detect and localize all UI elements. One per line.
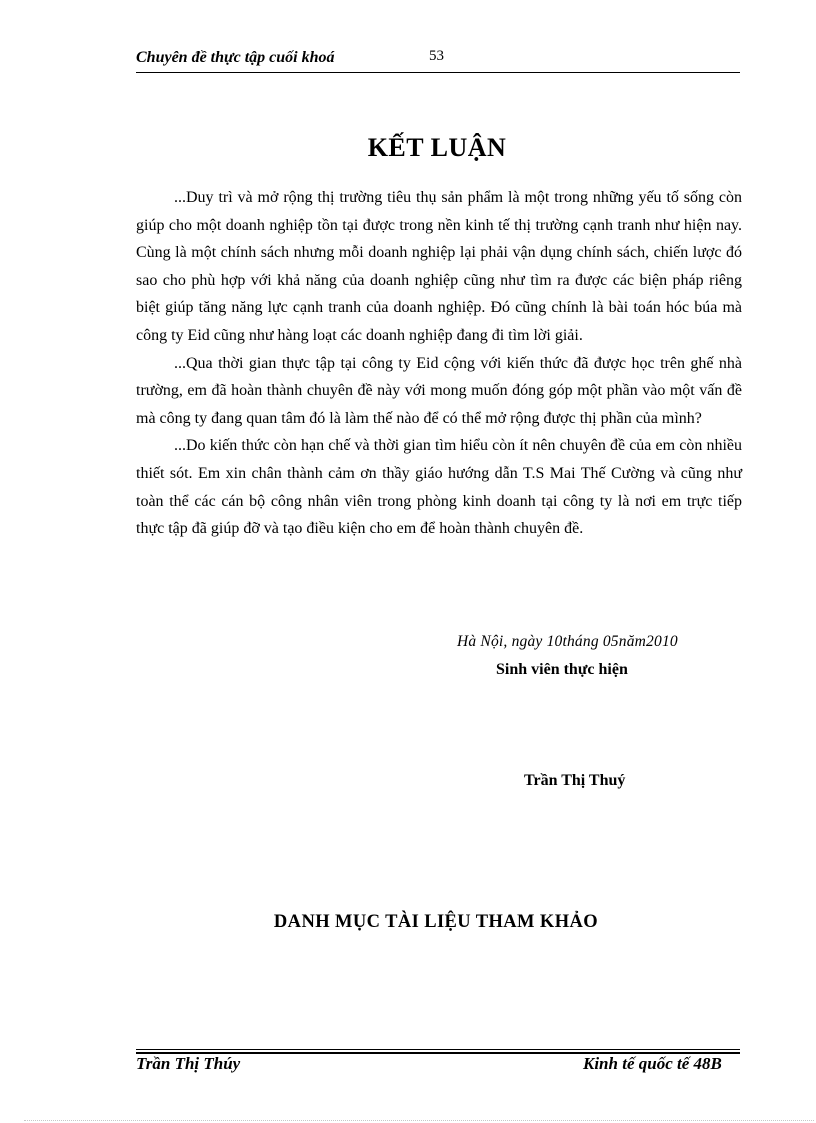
footer-divider-thin	[136, 1049, 740, 1050]
paragraph-3: ...Do kiến thức còn hạn chế và thời gian tìm hiểu còn ít nên chuyên đề của em còn nhiều thiết sót. Em xin chân thành cảm ơn thầy giáo hướng dẫn T.S Mai Thế Cường và cũng như toàn thể các cán bộ công nhân viên trong phòng kinh doanh tại công ty là nơi em trực tiếp thực tập đã giúp đỡ và tạo điều kiện cho em để hoàn thành chuyên đề.	[136, 437, 742, 538]
page-edge-divider	[24, 1120, 814, 1121]
paragraph-1: ...Duy trì và mở rộng thị trường tiêu thụ sản phẩm là một trong những yếu tố sống còn giúp cho một doanh nghiệp tồn tại được trong nền kinh tế thị trường cạnh tranh như hiện nay. Cùng là một chính sách nhưng mỗi doanh nghiệp lại phải vận dụng chính sách, chiến lược đó sao cho phù hợp với khả năng của doanh nghiệp cũng như tìm ra được các biện pháp riêng biệt giúp tăng năng lực cạnh tranh của doanh nghiệp. Đó cũng chính là bài toán hóc búa mà công ty Eid cũng như hàng loạt các doanh nghiệp đang đi tìm lời giải.	[136, 189, 742, 344]
footer-author: Trần Thị Thúy	[136, 1054, 241, 1073]
page-header	[136, 46, 740, 72]
signature-name: Trần Thị Thuý	[524, 772, 626, 789]
header-title: Chuyên đề thực tập cuối khoá	[136, 49, 335, 66]
header-divider	[136, 72, 740, 73]
paragraph-2: ...Qua thời gian thực tập tại công ty Eid cộng với kiến thức đã được học trên ghế nhà trường, em đã hoàn thành chuyên đề này với mong muốn đóng góp một phần vào một vấn đề mà công ty đang quan tâm đó là làm thế nào để có thể mở rộng được thị phần của mình?	[136, 354, 742, 427]
signature-role: Sinh viên thực hiện	[496, 661, 628, 678]
conclusion-body	[136, 184, 742, 543]
page-title: KẾT LUẬN	[367, 133, 507, 162]
footer-class: Kinh tế quốc tế 48B	[583, 1054, 722, 1073]
signature-date: Hà Nội, ngày 10tháng 05năm2010	[457, 633, 678, 650]
page-number: 53	[429, 48, 444, 64]
references-title: DANH MỤC TÀI LIỆU THAM KHẢO	[273, 912, 599, 932]
